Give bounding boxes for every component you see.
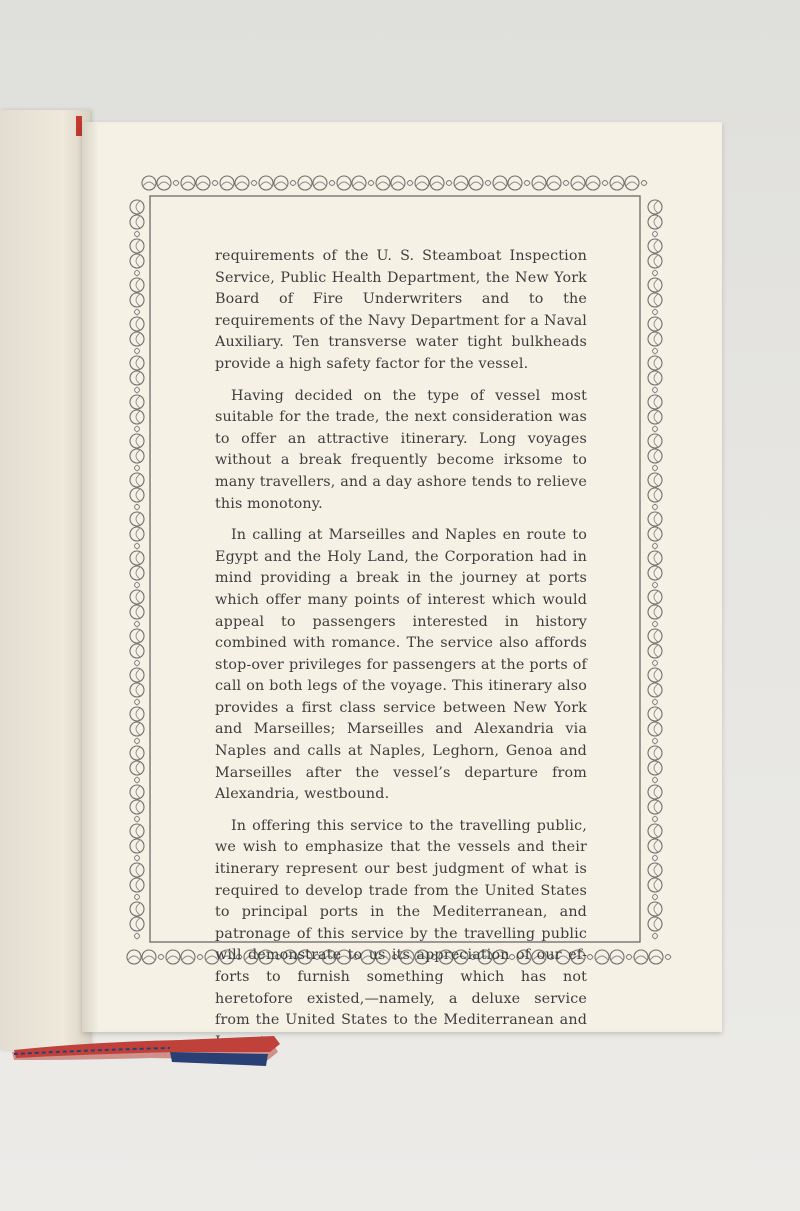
border-top <box>142 176 647 190</box>
paragraph-1: requirements of the U. S. Steamboat Inspection Service, Public Health Department, the New York Board of Fire Underwriters and to the requirements of the Navy Department for a Naval Auxiliary. Ten transverse water tight bulkheads provide a high safety factor for the vessel. <box>215 248 587 372</box>
border-left <box>130 200 144 939</box>
paragraph-3: In calling at Marseilles and Naples en route to Egypt and the Holy Land, the Corporation had in mind providing a break in the journey at ports which offer many points of interest which would appeal to passengers interested in history combined with romance. The service also affords stop-over privileges for passengers at the ports of call on both legs of the voyage. This itinerary also provides a first class service between New York and Marseilles; Marseilles and Alexandria via Naples and calls at Naples, Leghorn, Genoa and Marseilles after the vessel’s departure from Alexandria, westbound. <box>215 527 587 803</box>
border-right <box>648 200 662 939</box>
paragraph-2: Having decided on the type of vessel most suitable for the trade, the next consideration was to offer an attractive itinerary. Long voyages without a break frequently become irksome to many travellers, and a day ashore tends to relieve this monotony. <box>215 387 587 512</box>
bookmark-blue-strand <box>170 1052 268 1066</box>
paragraph-4: In offering this service to the travelling public, we wish to emphasize that the vessels and their itinerary represent our best judgment of what is required to develop trade from the United States to principal ports in the Mediterranean, and patronage of this service by the travelling public will demonstrate to us its appreciation of our efforts to furnish something which has not heretofore existed,—namely, a deluxe service from the United States to the Mediterranean and <box>215 817 587 1029</box>
ribbon-bookmark <box>0 1030 300 1080</box>
body-text <box>215 246 587 1063</box>
